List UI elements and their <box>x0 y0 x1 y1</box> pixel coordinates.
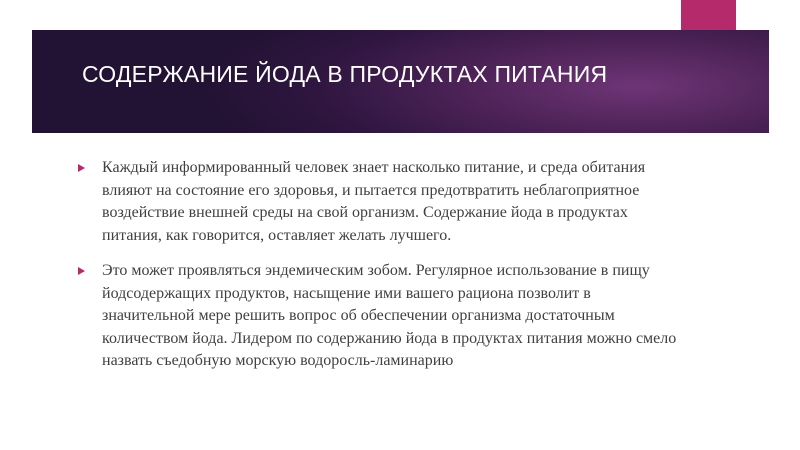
triangle-right-icon <box>78 164 85 172</box>
bullet-item <box>78 157 678 247</box>
bullet-text: Каждый информированный человек знает насколько питание, и среда обитания влияют на состояние его здоровья, и пытается предотвратить неблагоприятное воздействие внешней среды на свой организм. Содержание йода в продуктах питания, как говорится, оставляет желать лучшего. <box>102 159 646 244</box>
slide-title: СОДЕРЖАНИЕ ЙОДА В ПРОДУКТАХ ПИТАНИЯ <box>82 61 608 87</box>
bullet-text: Это может проявляться эндемическим зобом. Регулярное использование в пищу йодсодержащих продуктов, насыщение ими вашего рациона позволит в значительной мере решить вопрос об обеспечении организма достаточным количеством йода. Лидером по содержанию йода в продуктах питания можно смело назвать съедобную морскую водоросль-ламинарию <box>102 262 677 369</box>
bullet-list <box>78 157 678 386</box>
accent-bar <box>681 0 736 30</box>
bullet-item <box>78 260 678 373</box>
triangle-right-icon <box>78 267 85 275</box>
